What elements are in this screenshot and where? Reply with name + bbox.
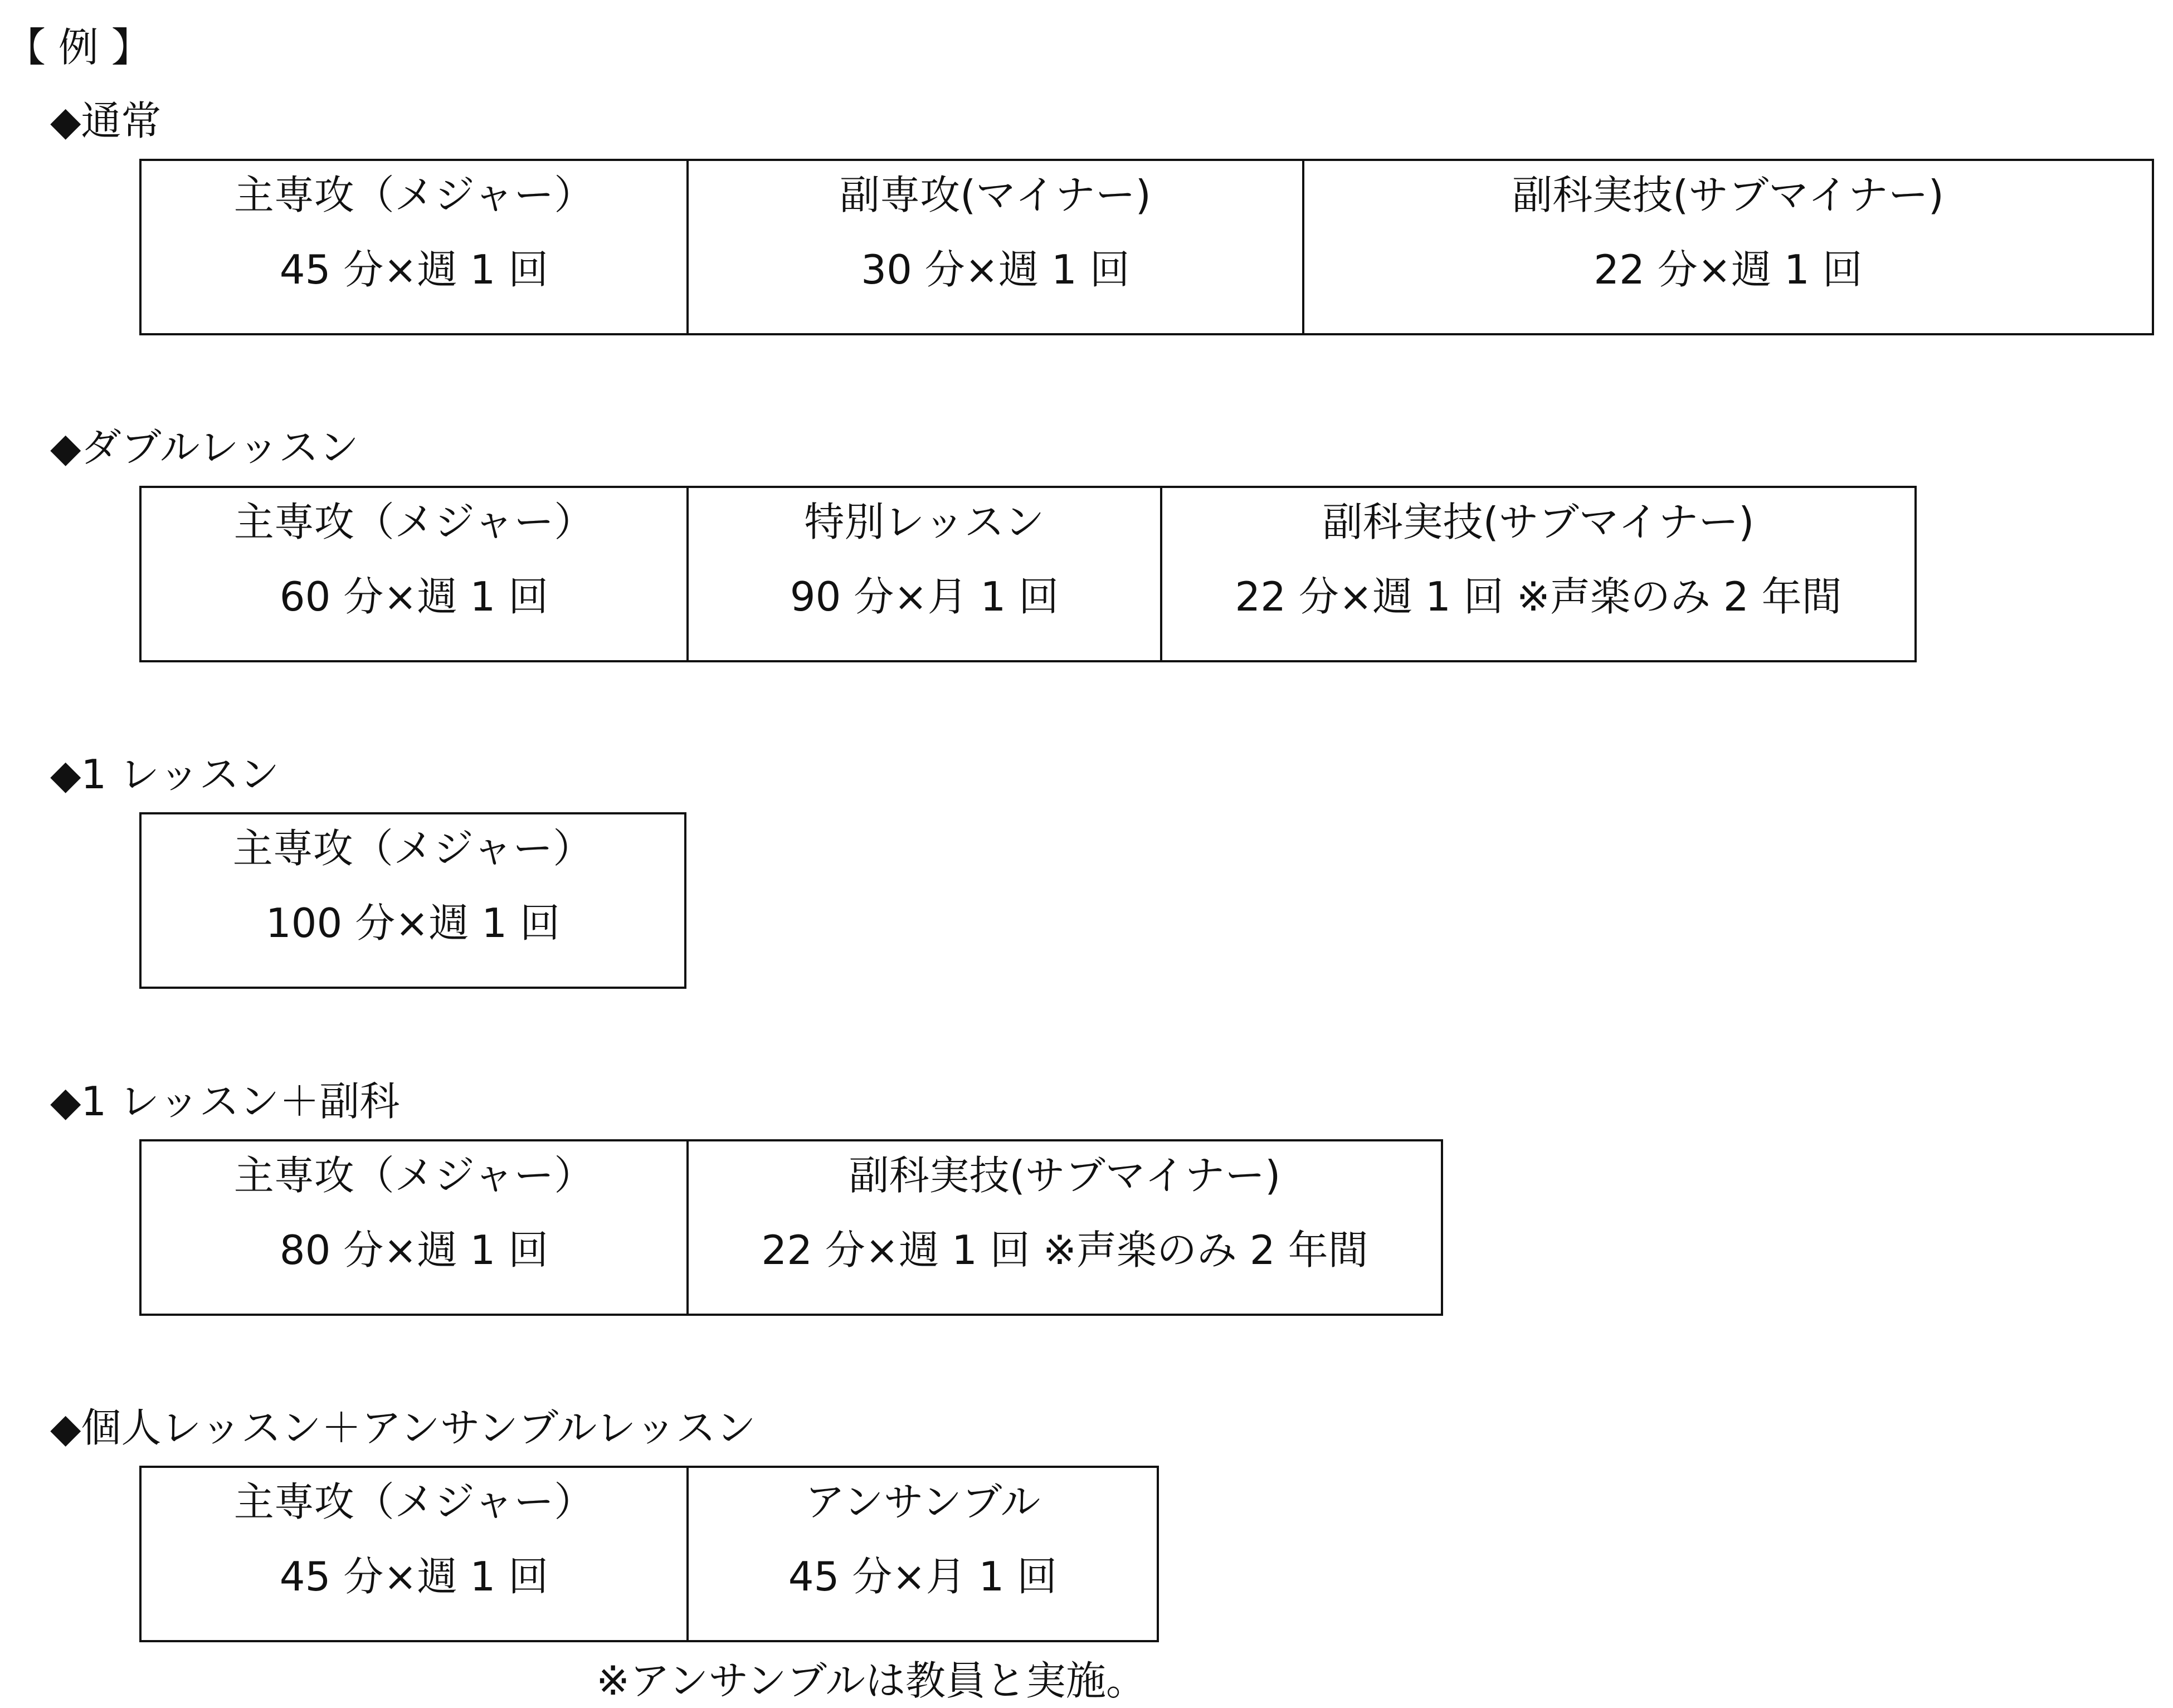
lesson-table-double bbox=[139, 486, 1917, 662]
lesson-detail: 90 分×月 1 回 bbox=[790, 573, 1059, 620]
lesson-detail: 100 分×週 1 回 bbox=[265, 900, 561, 946]
lesson-label: 主専攻（メジャー） bbox=[232, 825, 593, 872]
lesson-cell-minor bbox=[686, 161, 1302, 333]
lesson-label: アンサンブル bbox=[805, 1478, 1041, 1525]
lesson-cell-subminor bbox=[686, 1141, 1441, 1314]
lesson-label: 副科実技(サブマイナー) bbox=[1512, 172, 1944, 218]
lesson-table-private-plus-ensemble bbox=[139, 1466, 1159, 1642]
section-title-single-plus-sub: ◆1 レッスン＋副科 bbox=[50, 1078, 400, 1125]
lesson-cell-subminor bbox=[1160, 488, 1914, 660]
lesson-detail: 22 分×週 1 回 ※声楽のみ 2 年間 bbox=[1235, 573, 1842, 620]
lesson-detail: 22 分×週 1 回 bbox=[1594, 246, 1863, 293]
lesson-detail: 45 分×週 1 回 bbox=[279, 1553, 549, 1600]
lesson-cell-special bbox=[686, 488, 1160, 660]
lesson-cell-major bbox=[142, 814, 684, 987]
lesson-label: 主専攻（メジャー） bbox=[233, 499, 595, 545]
lesson-table-normal bbox=[139, 159, 2154, 335]
lesson-cell-major bbox=[142, 161, 686, 333]
lesson-label: 副科実技(サブマイナー) bbox=[849, 1152, 1281, 1199]
lesson-detail: 60 分×週 1 回 bbox=[279, 573, 549, 620]
lesson-label: 特別レッスン bbox=[804, 499, 1045, 545]
section-title-normal: ◆通常 bbox=[50, 97, 162, 144]
lesson-label: 副科実技(サブマイナー) bbox=[1322, 499, 1755, 545]
page-heading: 【 例 】 bbox=[6, 24, 152, 71]
lesson-cell-ensemble bbox=[686, 1468, 1157, 1640]
lesson-detail: 30 分×週 1 回 bbox=[861, 246, 1130, 293]
lesson-detail: 80 分×週 1 回 bbox=[279, 1227, 549, 1273]
lesson-detail: 22 分×週 1 回 ※声楽のみ 2 年間 bbox=[761, 1227, 1368, 1273]
lesson-table-single bbox=[139, 812, 686, 989]
lesson-detail: 45 分×週 1 回 bbox=[279, 246, 549, 293]
lesson-detail: 45 分×月 1 回 bbox=[788, 1553, 1058, 1600]
lesson-label: 主専攻（メジャー） bbox=[233, 172, 595, 218]
lesson-label: 主専攻（メジャー） bbox=[233, 1152, 595, 1199]
lesson-table-single-plus-sub bbox=[139, 1139, 1443, 1316]
section-title-private-plus-ensemble: ◆個人レッスン＋アンサンブルレッスン bbox=[50, 1404, 756, 1451]
lesson-label: 主専攻（メジャー） bbox=[233, 1478, 595, 1525]
lesson-cell-major bbox=[142, 488, 686, 660]
lesson-cell-major bbox=[142, 1468, 686, 1640]
lesson-cell-subminor bbox=[1302, 161, 2152, 333]
section-title-double: ◆ダブルレッスン bbox=[50, 424, 359, 471]
ensemble-footnote: ※アンサンブルは教員と実施。 bbox=[596, 1657, 1146, 1704]
lesson-label: 副専攻(マイナー) bbox=[840, 172, 1151, 218]
lesson-cell-major bbox=[142, 1141, 686, 1314]
section-title-single: ◆1 レッスン bbox=[50, 751, 280, 798]
